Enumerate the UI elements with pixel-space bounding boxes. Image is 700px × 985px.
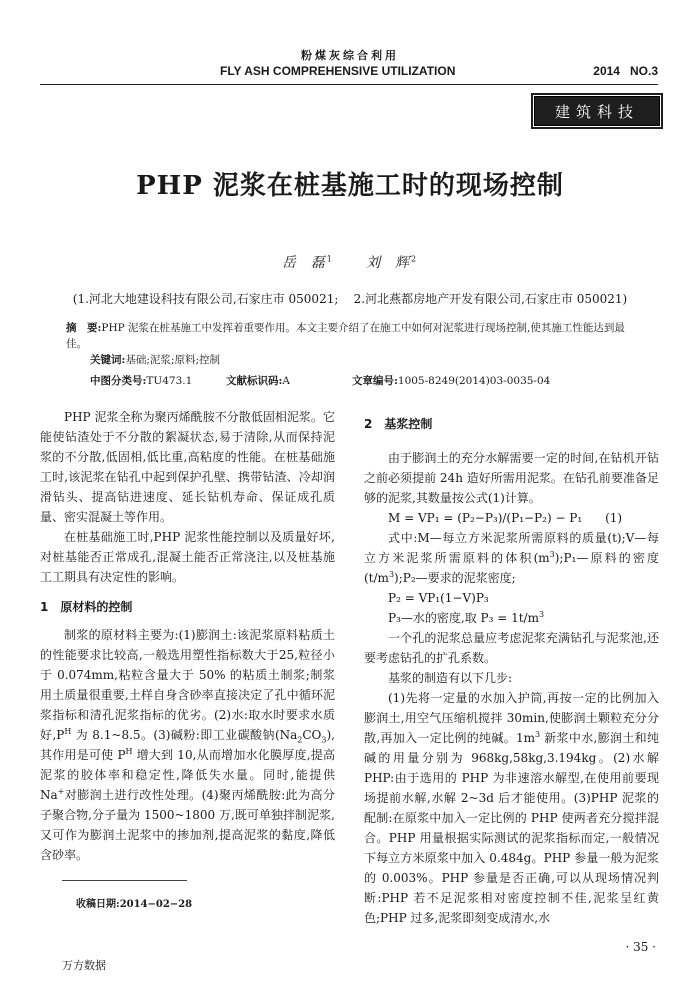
formula-legend bbox=[364, 528, 659, 588]
abstract-label: 摘 要: bbox=[66, 322, 102, 334]
legend-text-c: );P₂—要求的泥浆密度; bbox=[394, 571, 516, 585]
author-2: 刘 辉 bbox=[366, 255, 412, 271]
materials-paragraph bbox=[40, 625, 335, 865]
abstract-text: PHP 泥浆在桩基施工中发挥着重要作用。本文主要介绍了在施工中如何对泥浆进行现场控制,使其施工性能达到最佳。 bbox=[66, 322, 625, 350]
steps-sup: 3 bbox=[535, 730, 541, 739]
materials-text-c: CO bbox=[302, 728, 322, 742]
clc-code bbox=[90, 373, 192, 388]
water-density-text: P₃—水的密度,取 P₃ = 1t/m bbox=[388, 611, 539, 625]
header-rule bbox=[40, 84, 658, 85]
abstract-block bbox=[66, 320, 636, 368]
formula-1-expr: M = VP₁ = (P₂−P₃)/(P₁−P₂) − P₁ bbox=[388, 511, 583, 525]
formula-2: P₂ = VP₁(1−V)P₃ bbox=[388, 591, 489, 605]
base-paragraph-1: 由于膨润土的充分水解需要一定的时间,在钻机开钻之前必须提前 24h 造好所需用泥浆。在钻孔前要准备足够的泥浆,其数量按公式(1)计算。 bbox=[364, 451, 659, 505]
journal-name-cn: 粉煤灰综合利用 bbox=[301, 49, 399, 62]
abstract bbox=[66, 320, 636, 352]
keywords-text: 基础;泥浆;原料;控制 bbox=[125, 354, 221, 366]
footnote-rule bbox=[62, 880, 187, 881]
materials-text-e: 增大到 10,从而增加水化膜厚度,提高泥浆的胶体率和稳定性,降低失水量。同时,能提供 Na bbox=[40, 748, 336, 802]
doccode-value: A bbox=[282, 375, 290, 387]
author-2-mark: 2 bbox=[411, 254, 419, 264]
authors bbox=[0, 252, 700, 272]
materials-text-f: 对膨润土进行改性处理。(4)聚丙烯酰胺:此为高分子聚合物,分子量为 1500~1800 万,既可单独拌制泥浆,又可作为膨润土泥浆中的掺加剂,提高泥浆的黏度,降低含砂率。 bbox=[40, 788, 335, 862]
materials-sub-1: 2 bbox=[297, 735, 303, 745]
formula-1-number: (1) bbox=[605, 511, 623, 525]
artno-label: 文章编号: bbox=[352, 375, 398, 387]
author-1: 岳 磊 bbox=[281, 255, 327, 271]
intro-paragraph-1: PHP 泥浆全称为聚丙烯酰胺不分散低固相泥浆。它能使钻渣处于不分散的絮凝状态,易于清除,从而保持泥浆的不分散,低固相,低比重,高粘度的性能。在桩基础施工时,该泥浆在钻孔中起到保护孔壁、携带钻渣、冷却润滑钻头、提高钻进速度、延长钻机寿命、保证成孔质量、密实混凝土等作用。 bbox=[40, 410, 335, 524]
author-1-mark: 1 bbox=[326, 254, 334, 264]
section-heading-1: 1 原材料的控制 bbox=[40, 600, 133, 614]
section-badge: 建筑科技 bbox=[534, 96, 660, 126]
clc-label: 中图分类号: bbox=[90, 375, 147, 387]
materials-text-d: ),其作用是可使 P bbox=[40, 728, 335, 762]
paper-title: PHP 泥浆在桩基施工时的现场控制 bbox=[136, 171, 564, 201]
materials-sup-3: + bbox=[57, 787, 65, 796]
water-density bbox=[364, 608, 659, 628]
doccode-label: 文献标识码: bbox=[226, 375, 283, 387]
materials-sup-1: H bbox=[64, 727, 72, 736]
legend-text-a: 式中:M—每立方米泥浆所需原料的质量(t);V—每立方米泥浆所需原料的体积(m bbox=[364, 531, 659, 565]
keywords-label: 关键词: bbox=[90, 354, 126, 366]
legend-sup-1: 3 bbox=[549, 550, 555, 559]
legend-text-b: );P₁—原料的密度(t/m bbox=[364, 551, 659, 585]
section-heading-2: 2 基浆控制 bbox=[364, 417, 433, 431]
document-code bbox=[226, 373, 290, 388]
formula-1 bbox=[364, 508, 659, 528]
materials-text-a: 制浆的原材料主要为:(1)膨润土:该泥浆原料粘质土的性能要求比较高,一般选用塑性指标数大于25,粒径小于 0.074mm,粘粒含量大于 50% 的粘质土制浆;制浆用土质量很重要,土样自身含砂率直接决定了孔中循环泥浆指标和清孔泥浆指标的优劣。(2)水:取水时要求水质好,P bbox=[40, 628, 335, 742]
keywords bbox=[90, 352, 636, 368]
clc-value: TU473.1 bbox=[146, 375, 193, 387]
journal-name-en: FLY ASH COMPREHENSIVE UTILIZATION bbox=[220, 64, 456, 78]
affiliations: (1.河北大地建设科技有限公司,石家庄市 050021; 2.河北燕都房地产开发有限公司,石家庄市 050021) bbox=[72, 292, 628, 306]
journal-issue: 2014 NO.3 bbox=[593, 64, 658, 78]
water-density-sup: 3 bbox=[538, 610, 545, 619]
materials-sub-2: 3 bbox=[321, 735, 327, 745]
intro-paragraph-2: 在桩基础施工时,PHP 泥浆性能控制以及质量好坏,对桩基能否正常成孔,混凝土能否正常浇注,以及桩基施工工期具有决定性的影响。 bbox=[40, 530, 335, 584]
steps-text-a: (1)先将一定量的水加入护筒,再按一定的比例加入膨润土,用空气压缩机搅拌 30min,使膨润土颗粒充分分散,再加入一定比例的纯碱。1m bbox=[364, 691, 659, 745]
article-number bbox=[352, 373, 550, 388]
materials-text-b: 为 8.1~8.5。(3)碱粉:即工业碳酸钠(Na bbox=[71, 728, 298, 742]
base-paragraph-2: 一个孔的泥浆总量应考虑泥浆充满钻孔与泥浆池,还要考虑钻孔的扩孔系数。 bbox=[364, 631, 659, 665]
page-number: · 35 · bbox=[625, 940, 656, 954]
base-paragraph-3: 基浆的制造有以下几步: bbox=[388, 671, 513, 685]
legend-sup-2: 3 bbox=[388, 570, 395, 579]
received-date: 收稿日期:2014−02−28 bbox=[76, 899, 193, 910]
base-paragraph-4 bbox=[364, 688, 659, 928]
materials-sup-2: H bbox=[125, 747, 133, 756]
steps-text-b: 新浆中水,膨润土和纯碱的用量分别为 968kg,58kg,3.194kg。(2)水解 PHP:由于选用的 PHP 为非速溶水解型,在使用前要现场提前水解,水解 2~3d 后才能使用。(3)PHP 泥浆的配制:在原浆中加入一定比例的 PHP 使两者充分搅拌混合。PHP 用量根据实际测试的泥浆指标而定,一般情况下每立方米原浆中加入 0.484g。PHP 参量一般为泥浆的 0.003%。PHP 参量是否正确,可以从现场情况判断:PHP 若不足泥浆相对密度控制不佳,泥浆呈红黄色;PHP 过多,泥浆即刻变成清水,水 bbox=[364, 731, 659, 925]
left-column bbox=[40, 407, 335, 865]
wanfang-watermark: 万方数据 bbox=[62, 959, 106, 972]
right-column bbox=[364, 414, 659, 928]
artno-value: 1005-8249(2014)03-0035-04 bbox=[397, 375, 551, 387]
